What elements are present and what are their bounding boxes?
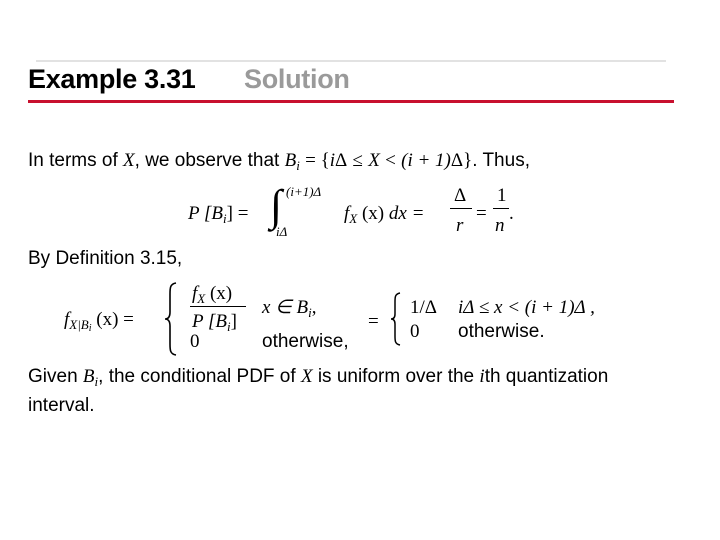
integral-lower: iΔ [276,224,288,239]
para3-x: X [300,366,313,387]
eq1-dx: dx = [388,203,425,224]
eq1-f: f [344,203,350,224]
var-b: B [284,150,297,171]
eq1-lhs-sub: i [223,211,227,226]
r1-cond: iΔ ≤ x < (i + 1)Δ , [458,297,595,318]
case1-den: P [B [192,311,228,332]
paragraph-3-line-2: interval. [28,395,95,416]
left-brace-2 [390,292,402,346]
case2-val: 0 [190,331,200,352]
eq2-lhs-f: f [64,309,70,330]
para1-lead: In terms of [28,150,118,171]
para1-end: . Thus, [472,150,530,171]
para3-i: i [479,366,485,387]
integral-upper: (i+1)Δ [286,184,322,199]
para3-mid: , the conditional PDF of [98,366,296,387]
r2-cond: otherwise. [458,321,545,342]
slide-title: Example 3.31 [28,64,196,94]
eq2-mid-eq: = [368,311,379,332]
frac2-den: n [495,215,505,236]
case1-num-arg: (x) [209,283,233,304]
eq1-lhs-close: ] = [226,203,249,224]
case1-cond-sub: i [308,305,312,320]
eq1-arg: (x) [361,203,385,224]
title-underline [28,100,674,103]
slide-subtitle: Solution [244,64,350,94]
frac1-num: Δ [454,185,467,206]
case1-num-f: f [192,283,198,304]
var-x-2: X [368,150,380,171]
case2-cond: otherwise, [262,331,349,352]
delta-2: Δ [450,150,464,171]
para3-b-sub: i [94,374,99,389]
var-x: X [123,150,135,171]
frac1-bar [450,208,472,209]
para3-end: th quantization [484,366,609,387]
top-divider [36,60,666,62]
integral-sign: ∫ [270,181,283,230]
para3-lead: Given [28,366,78,387]
set-close: } [463,150,473,171]
set-open: = { [305,150,330,171]
var-i: i [329,150,336,171]
case1-frac-bar [190,306,246,307]
frac2-bar [493,208,509,209]
frac2-num: 1 [497,185,507,206]
eq1-f-sub: X [349,211,358,226]
case1-den-sub: i [227,319,231,334]
eq2-lhs-sub2: i [88,323,92,334]
le-sign: ≤ [352,150,363,171]
lt-sign: < [385,150,396,171]
r1-val: 1/Δ [410,297,437,318]
var-b-sub: i [296,158,300,173]
para3-b: B [82,366,95,387]
eq2-lhs-sub: X|B [69,317,89,332]
eq1-lhs: P [B [188,203,224,224]
para1-mid: , we observe that [134,150,280,171]
i-plus-1: (i + 1) [401,150,451,171]
case1-cond-comma: , [311,297,317,318]
eq1-period: . [509,203,514,224]
eq2-lhs-arg: (x) = [96,309,134,330]
delta: Δ [335,150,348,171]
case1-num-sub: X [197,291,206,306]
paragraph-1 [28,151,530,172]
r2-val: 0 [410,321,420,342]
frac1-den: r [456,215,464,236]
case1-den-close: ] [230,311,237,332]
paragraph-3 [28,367,608,388]
eq1-eq: = [476,203,487,224]
left-brace-1 [164,282,178,356]
paragraph-2: By Definition 3.15, [28,248,183,269]
case1-cond: x ∈ B [262,297,309,318]
para3-mid2: is uniform over the [317,366,475,387]
